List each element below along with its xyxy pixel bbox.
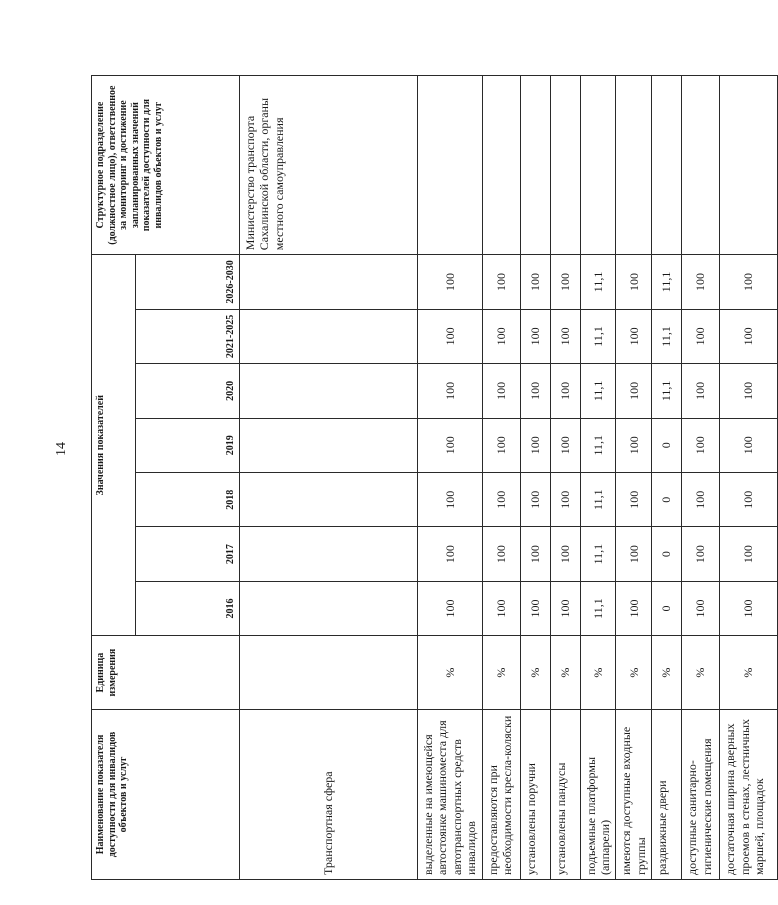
table-row [682, 76, 720, 880]
indicator-value: 100 [720, 255, 778, 310]
indicator-value: 100 [520, 581, 550, 635]
indicator-value: 11,1 [580, 472, 616, 526]
indicator-value: 100 [616, 364, 652, 418]
indicator-unit: % [550, 636, 580, 710]
table-row [550, 76, 580, 880]
indicators-table-sheet [91, 75, 766, 880]
responsible-cell [652, 76, 682, 255]
indicators-table [91, 75, 778, 880]
header-indicator: Наименование показателя доступности для инвалидов объектов и услуг [92, 709, 240, 879]
indicator-value: 100 [720, 418, 778, 472]
table-row [520, 76, 550, 880]
header-responsible: Структурное подразделение (должностное лицо), ответственное за мониторинг и достижение запланированных значений показателей доступности для инвалидов объектов и услуг [92, 76, 240, 255]
responsible-cell [616, 76, 652, 255]
indicator-value: 100 [616, 255, 652, 310]
indicator-value: 100 [418, 418, 483, 472]
table-row [240, 76, 418, 880]
indicator-name: достаточная ширина дверных проемов в стенах, лестничных маршей, площадок [720, 709, 778, 879]
indicator-value: 100 [550, 364, 580, 418]
indicator-unit: % [682, 636, 720, 710]
indicator-value: 100 [520, 255, 550, 310]
header-year: 2018 [136, 472, 240, 526]
indicator-value: 100 [682, 364, 720, 418]
table-row [580, 76, 616, 880]
indicator-name: предоставляются при необходимости кресла-коляски [482, 709, 520, 879]
responsible-cell [482, 76, 520, 255]
indicator-unit: % [652, 636, 682, 710]
table-row [482, 76, 520, 880]
indicator-value: 100 [616, 527, 652, 581]
responsible-cell [580, 76, 616, 255]
indicator-value: 100 [682, 472, 720, 526]
indicator-unit: % [616, 636, 652, 710]
indicator-name: установлены пандусы [550, 709, 580, 879]
indicator-value: 100 [550, 581, 580, 635]
indicator-name: подъемные платформы (аппарели) [580, 709, 616, 879]
responsible-cell [720, 76, 778, 255]
indicator-value: 100 [720, 309, 778, 363]
page-number: 14 [54, 442, 69, 456]
indicator-value: 100 [520, 309, 550, 363]
indicator-value: 0 [652, 581, 682, 635]
table-body [240, 76, 778, 880]
indicator-value: 11,1 [652, 364, 682, 418]
indicator-unit: % [580, 636, 616, 710]
responsible-cell [418, 76, 483, 255]
responsible-cell [550, 76, 580, 255]
responsible-value: Министерство транспорта Сахалинской области, органы местного самоуправления [240, 76, 418, 255]
indicator-value: 100 [520, 472, 550, 526]
indicator-unit: % [482, 636, 520, 710]
indicator-value: 100 [482, 255, 520, 310]
indicator-value: 0 [652, 472, 682, 526]
indicator-value: 100 [418, 472, 483, 526]
header-year: 2017 [136, 527, 240, 581]
indicator-value: 100 [720, 581, 778, 635]
indicator-unit: % [720, 636, 778, 710]
indicator-value: 11,1 [652, 255, 682, 310]
indicator-value: 100 [616, 472, 652, 526]
indicator-value: 100 [720, 527, 778, 581]
indicator-value: 100 [682, 255, 720, 310]
header-unit: Единица измерения [92, 636, 240, 710]
header-values-group: Значения показателей [92, 255, 136, 636]
indicator-value: 100 [616, 309, 652, 363]
indicator-value: 100 [682, 581, 720, 635]
indicator-value: 11,1 [580, 527, 616, 581]
indicator-value: 100 [550, 255, 580, 310]
indicator-value: 100 [520, 364, 550, 418]
indicator-value: 100 [482, 472, 520, 526]
table-row [418, 76, 483, 880]
indicator-value: 11,1 [652, 309, 682, 363]
indicator-value: 100 [520, 418, 550, 472]
indicator-value: 100 [418, 309, 483, 363]
indicator-name: доступные санитарно-гигиенические помещения [682, 709, 720, 879]
indicator-value: 100 [418, 364, 483, 418]
indicator-name: установлены поручни [520, 709, 550, 879]
responsible-cell [520, 76, 550, 255]
indicator-value: 100 [550, 527, 580, 581]
indicator-value: 100 [550, 309, 580, 363]
indicator-value: 100 [720, 472, 778, 526]
indicator-value: 100 [418, 255, 483, 310]
indicator-value: 100 [482, 309, 520, 363]
indicator-unit: % [520, 636, 550, 710]
indicator-value: 11,1 [580, 418, 616, 472]
indicator-value: 100 [720, 364, 778, 418]
indicator-value: 100 [682, 309, 720, 363]
indicator-value: 100 [418, 581, 483, 635]
indicator-value: 0 [652, 418, 682, 472]
indicator-value: 0 [652, 527, 682, 581]
indicator-value: 11,1 [580, 255, 616, 310]
indicator-unit: % [418, 636, 483, 710]
indicator-value: 100 [550, 472, 580, 526]
indicator-value: 11,1 [580, 309, 616, 363]
indicator-value: 100 [482, 418, 520, 472]
indicator-value: 100 [520, 527, 550, 581]
table-row [720, 76, 778, 880]
indicator-name: имеются доступные входные группы [616, 709, 652, 879]
indicator-value: 100 [682, 418, 720, 472]
table-header [92, 76, 240, 880]
indicator-value: 100 [682, 527, 720, 581]
responsible-cell [682, 76, 720, 255]
indicator-value: 100 [482, 364, 520, 418]
indicator-value: 100 [482, 527, 520, 581]
sphere-label: Транспортная сфера [240, 709, 418, 879]
indicator-value: 100 [616, 581, 652, 635]
header-year: 2026-2030 [136, 255, 240, 310]
table-row [616, 76, 652, 880]
table-row [652, 76, 682, 880]
indicator-value: 11,1 [580, 364, 616, 418]
header-year: 2016 [136, 581, 240, 635]
indicator-value: 100 [550, 418, 580, 472]
indicator-value: 100 [482, 581, 520, 635]
indicator-value: 100 [418, 527, 483, 581]
header-year: 2021-2025 [136, 309, 240, 363]
indicator-value: 100 [616, 418, 652, 472]
indicator-name: раздвижные двери [652, 709, 682, 879]
indicator-value: 11,1 [580, 581, 616, 635]
header-year: 2019 [136, 418, 240, 472]
header-year: 2020 [136, 364, 240, 418]
indicator-name: выделенные на имеющейся автостоянке машиноместа для автотранспортных средств инвалидов [418, 709, 483, 879]
